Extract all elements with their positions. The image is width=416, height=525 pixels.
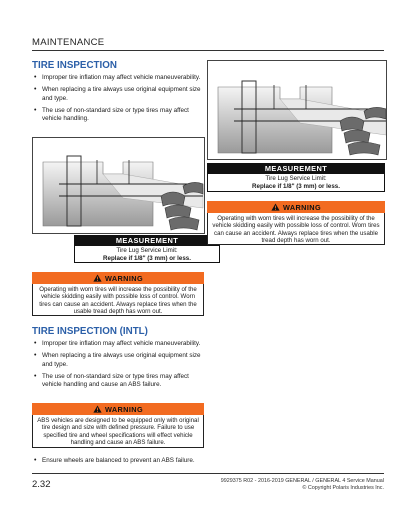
page-number: 2.32 [32, 479, 51, 490]
footer-rule [32, 473, 384, 474]
list-item: • The use of non-standard size or type tires may affect vehicle handling and cause an ABS failure. [32, 373, 204, 390]
warning-text-intl: ABS vehicles are designed to be equipped only with original tire design and size with defined pressure. Failure to use specified tire and wheel specifications will effect vehicle handling and cause an ABS failure. [32, 415, 204, 448]
warning-text-right: Operating with worn tires will increase the possibility of the vehicle skidding easily with possible loss of control. Worn tires can cause an accident. Always replace tires when the usable tread depth has worn out. [207, 213, 385, 245]
warning-triangle-icon [271, 203, 280, 211]
list-item: • Improper tire inflation may affect vehicle maneuverability. [32, 340, 204, 348]
warning-heading-label: WARNING [104, 273, 144, 283]
measurement-value: Replace if 1/8" (3 mm) or less. [252, 182, 340, 190]
final-bullet-list [32, 457, 204, 469]
measurement-label: Tire Lug Service Limit: [116, 247, 178, 254]
measurement-value: Replace if 1/8" (3 mm) or less. [103, 254, 191, 262]
warning-heading-intl [32, 403, 204, 415]
warning-triangle-icon [93, 274, 102, 282]
measurement-box [74, 246, 220, 263]
footer-copyright: © Copyright Polaris Industries Inc. [302, 484, 384, 491]
title-tire-inspection: TIRE INSPECTION [32, 60, 117, 71]
measurement-box-right [207, 174, 385, 192]
tire-tread-illustration [33, 138, 204, 233]
measurement-heading-right: MEASUREMENT [207, 163, 385, 174]
warning-triangle-icon [93, 405, 102, 413]
list-item: • Improper tire inflation may affect vehicle maneuverability. [32, 74, 202, 82]
list-item: • The use of non-standard size or type tires may affect vehicle handling. [32, 107, 202, 124]
title-tire-inspection-intl: TIRE INSPECTION (INTL) [32, 326, 148, 337]
footer-doc-info [221, 478, 384, 491]
measurement-heading: MEASUREMENT [74, 235, 220, 246]
tire-tread-illustration [208, 61, 386, 159]
warning-heading-right [207, 201, 385, 213]
list-item: • Ensure wheels are balanced to prevent an ABS failure. [32, 457, 204, 465]
header-rule [32, 50, 384, 51]
measurement-label: Tire Lug Service Limit: [265, 175, 327, 182]
list-item: • When replacing a tire always use original equipment size and type. [32, 352, 204, 369]
tire-tread-figure [32, 137, 205, 234]
section-header: MAINTENANCE [32, 37, 105, 48]
warning-heading-label: WARNING [282, 202, 322, 212]
bullet-list [32, 74, 202, 127]
footer-doc-line: 9929375 R02 - 2016-2019 GENERAL / GENERAL 4 Service Manual [220, 478, 384, 484]
warning-heading-label: WARNING [104, 404, 144, 414]
bullet-list-intl [32, 340, 204, 393]
warning-heading [32, 272, 204, 284]
tire-tread-figure-right [207, 60, 387, 160]
list-item: • When replacing a tire always use original equipment size and type. [32, 86, 202, 103]
warning-text: Operating with worn tires will increase the possibility of the vehicle skidding easily with possible loss of control. Worn tires can cause an accident. Always replace tires when the usable tread depth has worn out. [32, 284, 204, 316]
